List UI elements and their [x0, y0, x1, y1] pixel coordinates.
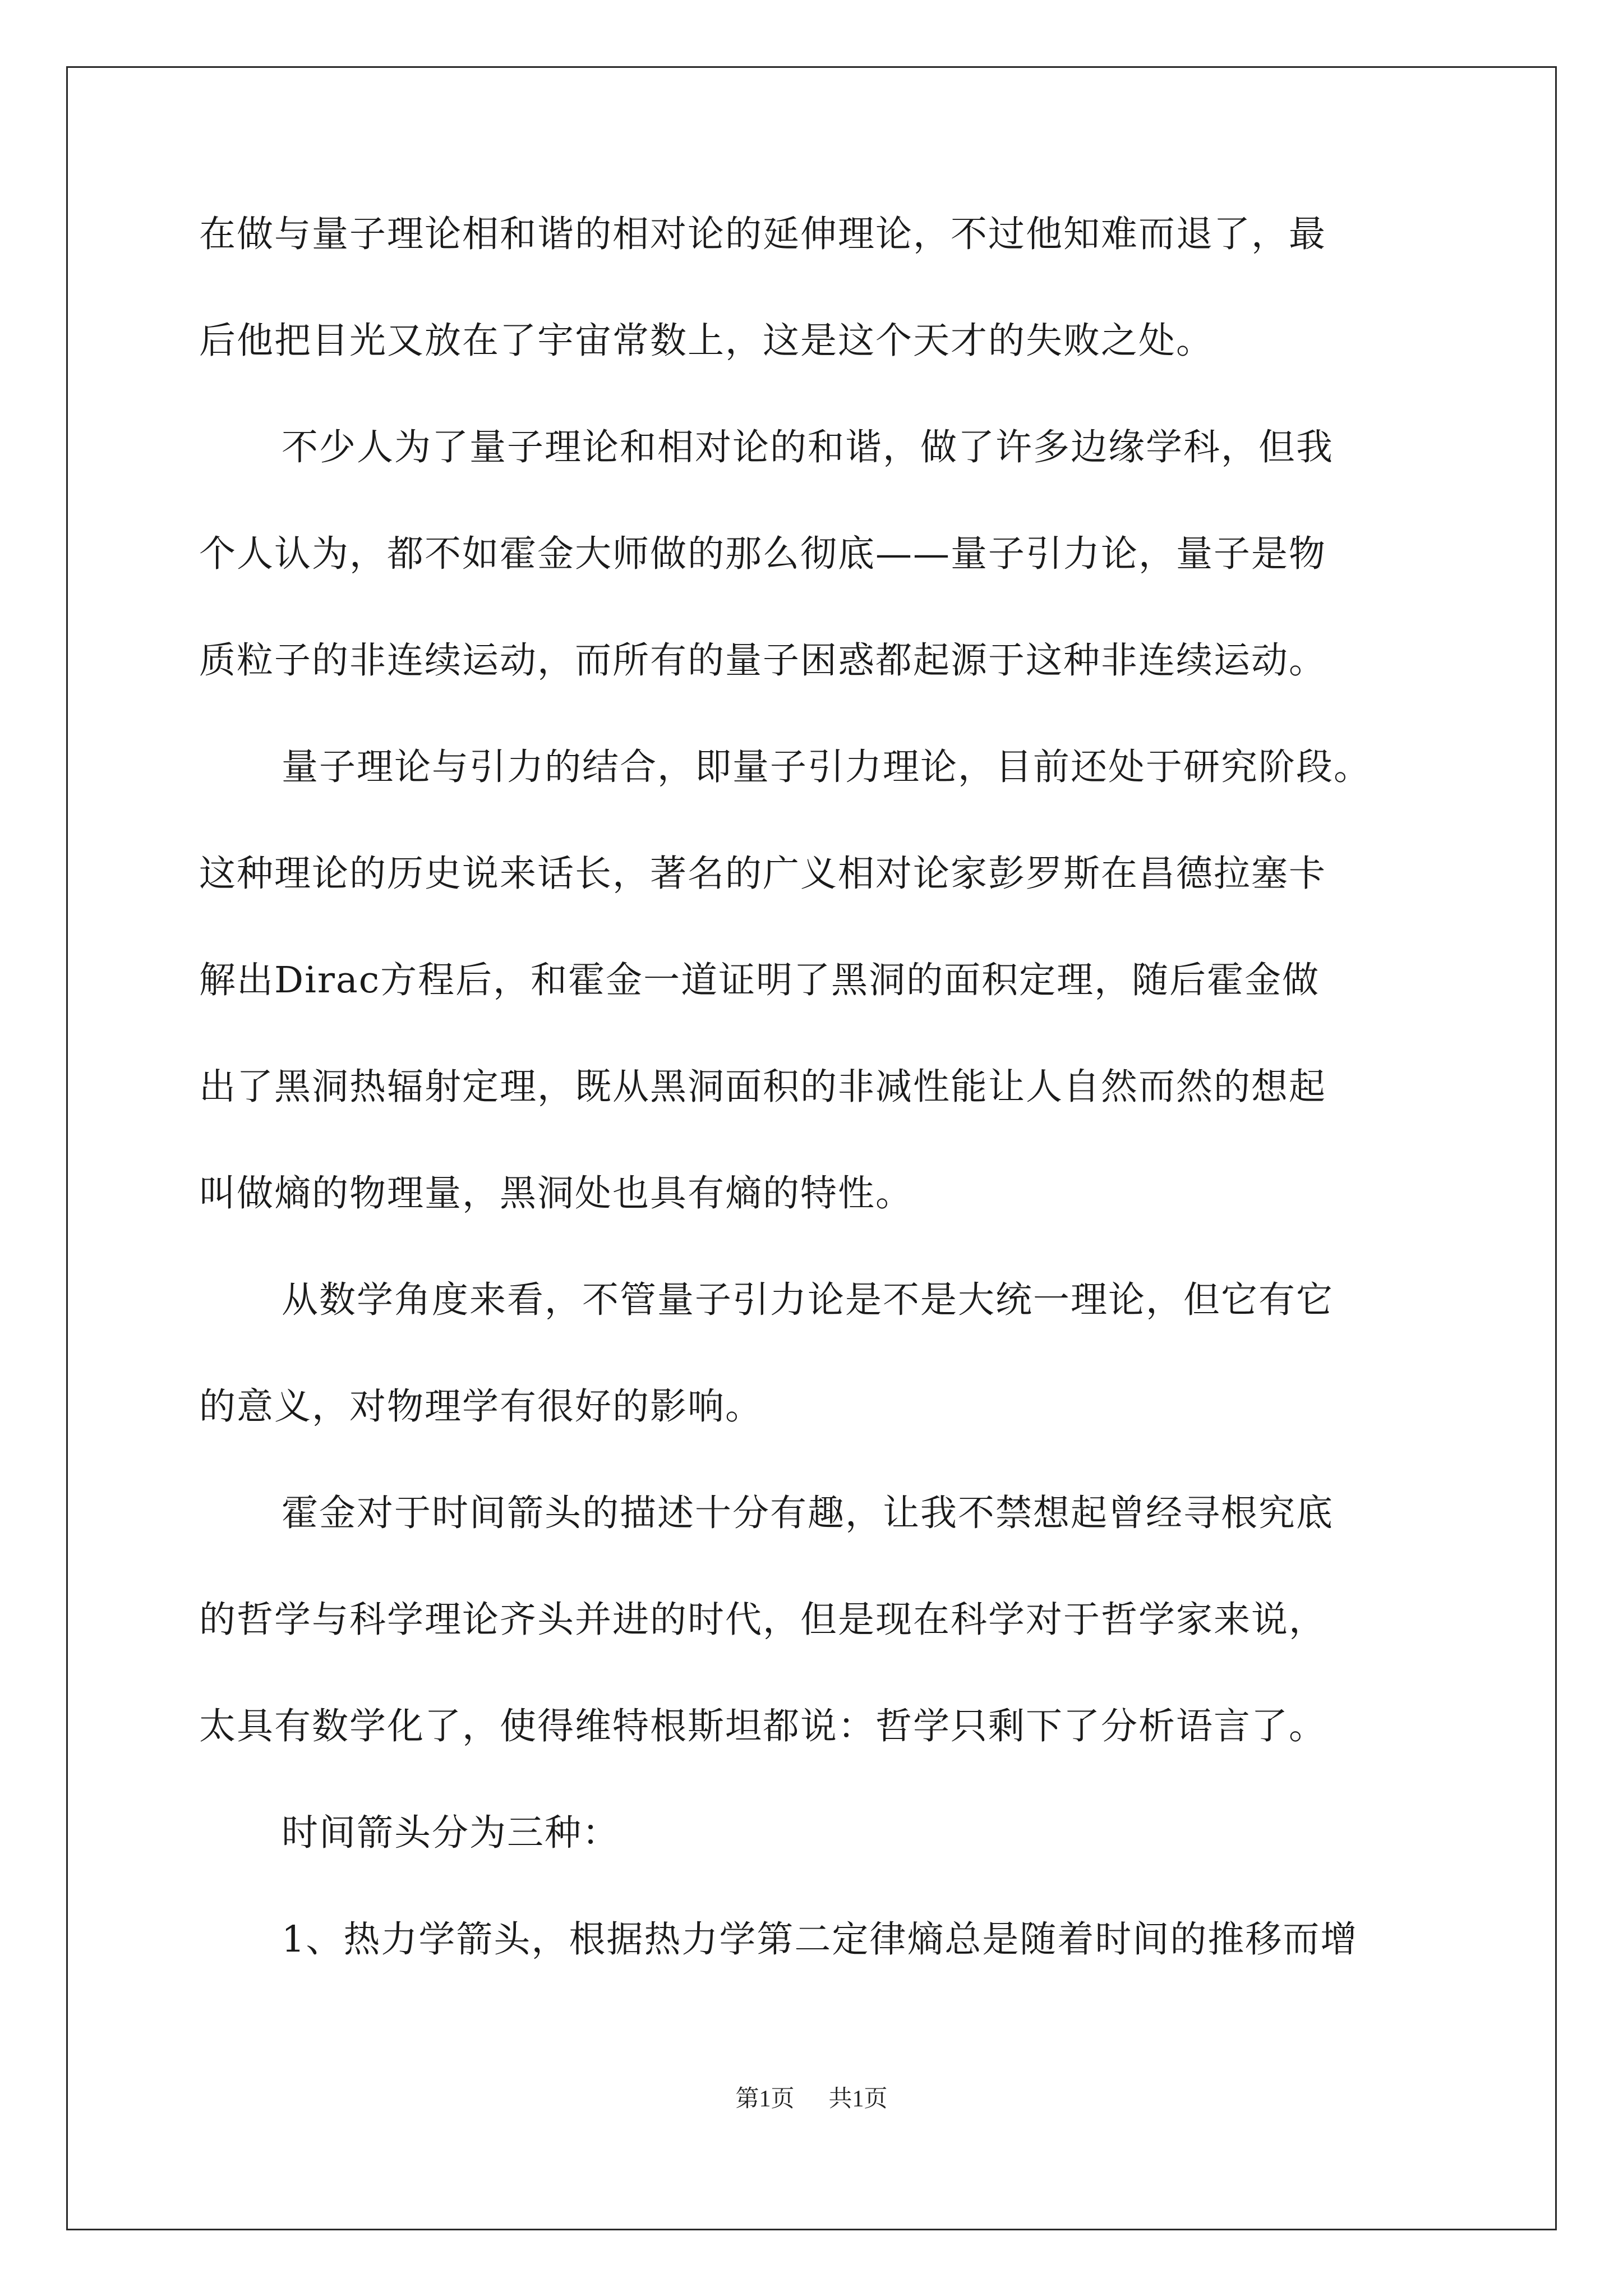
- page-footer: [0, 2082, 1623, 2116]
- text-line: 后他把目光又放在了宇宙常数上，这是这个天才的失败之处。: [199, 320, 1214, 362]
- paragraph-start: 量子理论与引力的结合，即量子引力理论，目前还处于研究阶段。: [282, 746, 1372, 788]
- text-line: 出了黑洞热辐射定理，既从黑洞面积的非减性能让人自然而然的想起: [199, 1066, 1327, 1108]
- text-line: 个人认为，都不如霍金大师做的那么彻底——量子引力论，量子是物: [199, 533, 1327, 575]
- page-number: 第1页: [735, 2086, 795, 2112]
- paragraph-start: 霍金对于时间箭头的描述十分有趣，让我不禁想起曾经寻根究底: [282, 1492, 1334, 1534]
- text-line: 质粒子的非连续运动，而所有的量子困惑都起源于这种非连续运动。: [199, 639, 1327, 682]
- paragraph-start: 不少人为了量子理论和相对论的和谐，做了许多边缘学科，但我: [282, 426, 1334, 468]
- paragraph-start: 时间箭头分为三种：: [282, 1812, 620, 1854]
- page-total: 共1页: [828, 2086, 888, 2112]
- text-line: 的哲学与科学理论齐头并进的时代，但是现在科学对于哲学家来说，: [199, 1599, 1327, 1641]
- text-line: 解出Dirac方程后，和霍金一道证明了黑洞的面积定理，随后霍金做: [199, 959, 1320, 1001]
- text-line: 的意义，对物理学有很好的影响。: [199, 1386, 763, 1428]
- text-line: 在做与量子理论相和谐的相对论的延伸理论，不过他知难而退了，最: [199, 213, 1327, 255]
- text-line: 这种理论的历史说来话长，著名的广义相对论家彭罗斯在昌德拉塞卡: [199, 853, 1327, 895]
- text-line: 叫做熵的物理量，黑洞处也具有熵的特性。: [199, 1172, 914, 1214]
- page-border: [66, 66, 1557, 2230]
- list-item: 1、热力学箭头，根据热力学第二定律熵总是随着时间的推移而增: [282, 1918, 1358, 1961]
- paragraph-start: 从数学角度来看，不管量子引力论是不是大统一理论，但它有它: [282, 1279, 1334, 1321]
- text-line: 太具有数学化了，使得维特根斯坦都说：哲学只剩下了分析语言了。: [199, 1705, 1327, 1747]
